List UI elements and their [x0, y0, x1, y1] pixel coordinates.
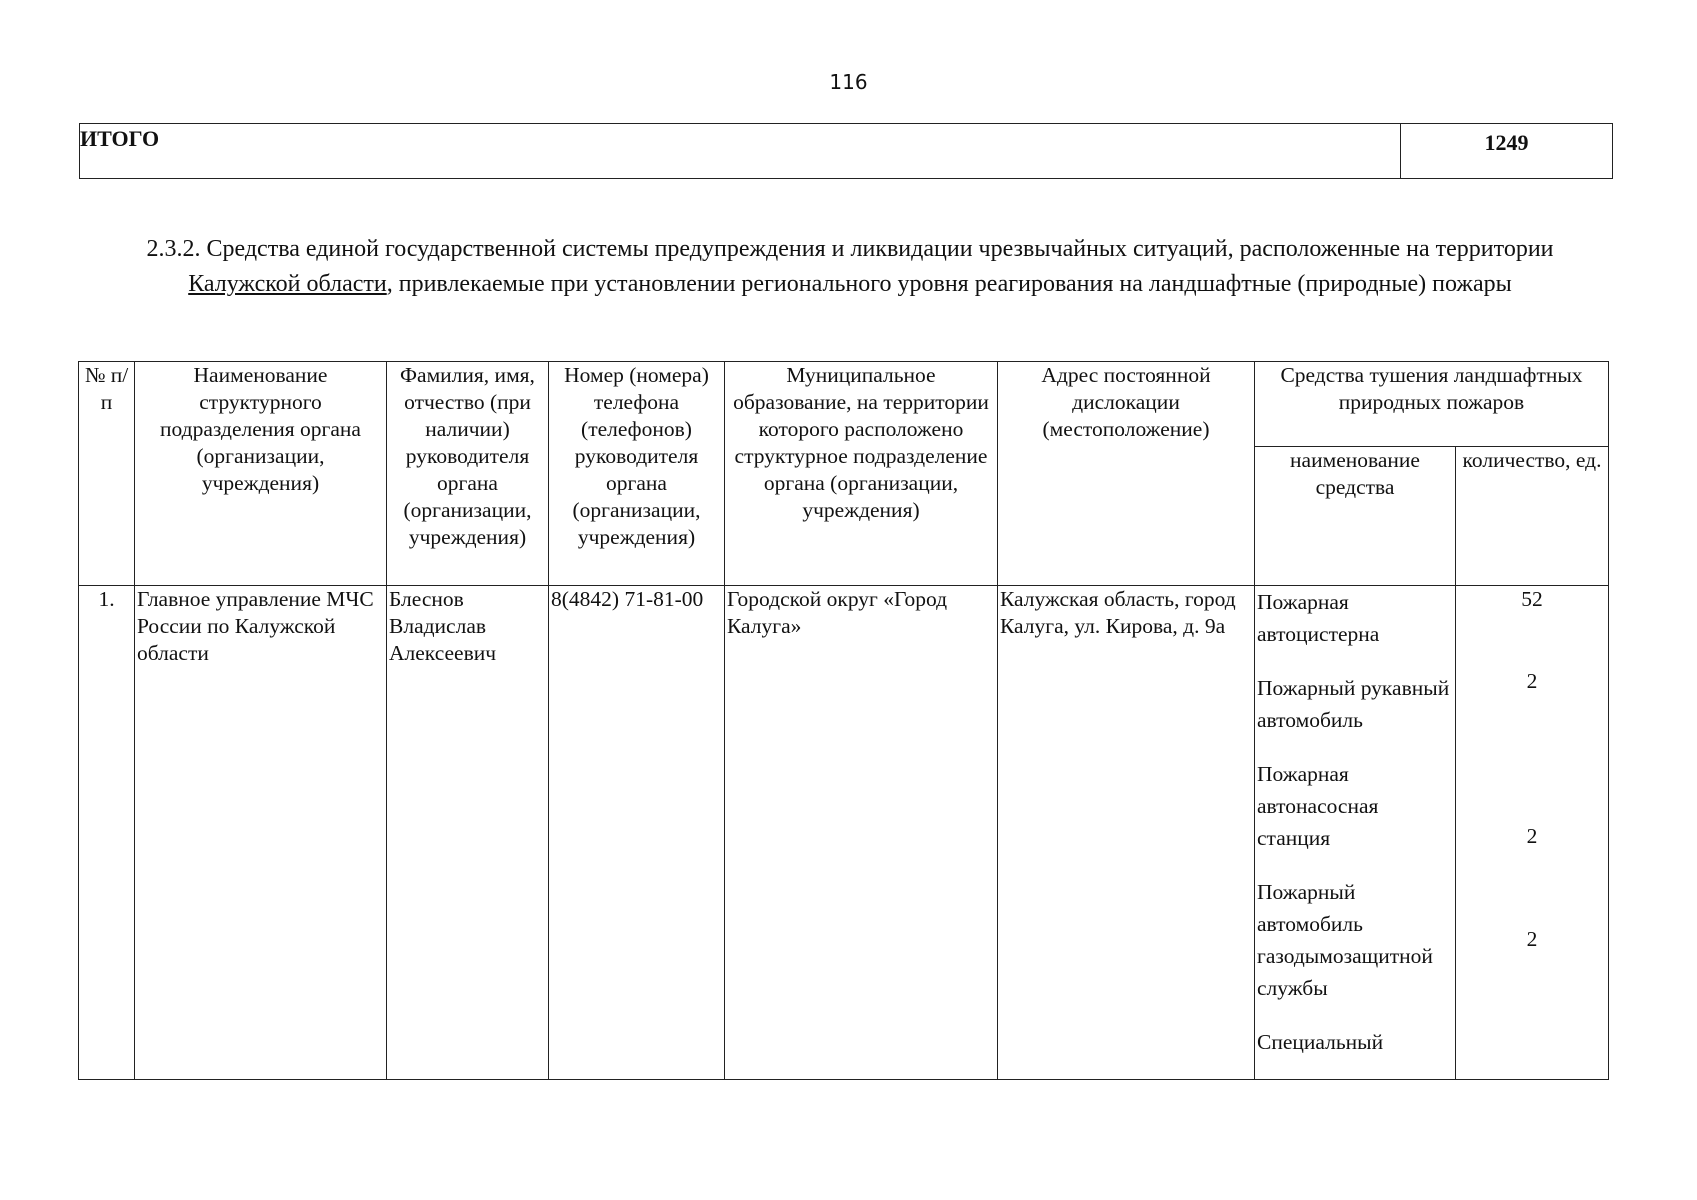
- means-qty: 2: [1526, 824, 1538, 848]
- header-means-qty: количество, ед.: [1456, 447, 1609, 586]
- header-address: Адрес постоянной дислокации (местоположение): [998, 362, 1255, 586]
- header-phone: Номер (номера) телефона (телефонов) руководителя органа (организации, учреждения): [549, 362, 725, 586]
- cell-phone: 8(4842) 71-81-00: [549, 586, 725, 1080]
- header-num: № п/п: [79, 362, 135, 586]
- cell-means-qty: [1456, 586, 1609, 1080]
- cell-num: 1.: [79, 586, 135, 1080]
- section-title-suffix: , привлекаемые при установлении регионального уровня реагирования на ландшафтные (природные) пожары: [386, 271, 1512, 297]
- resources-table: [78, 361, 1609, 1080]
- cell-means-names: [1255, 586, 1456, 1080]
- means-name: Пожарная автоцистерна: [1257, 590, 1380, 646]
- cell-municipality: Городской округ «Город Калуга»: [725, 586, 998, 1080]
- means-qty: 2: [1526, 669, 1538, 693]
- means-name: Пожарный рукавный автомобиль: [1257, 676, 1450, 732]
- section-title-region: Калужской области: [188, 271, 387, 297]
- means-name: Пожарный автомобиль газодымозащитной службы: [1257, 880, 1433, 1000]
- total-label: ИТОГО: [80, 126, 160, 151]
- means-name: Специальный: [1257, 1030, 1384, 1054]
- header-unit: Наименование структурного подразделения органа (организации, учреждения): [135, 362, 387, 586]
- section-title: [130, 232, 1570, 302]
- total-table: [79, 123, 1613, 179]
- total-value: 1249: [1400, 124, 1612, 178]
- cell-address: Калужская область, город Калуга, ул. Кирова, д. 9а: [998, 586, 1255, 1080]
- header-means-group: Средства тушения ландшафтных природных пожаров: [1255, 362, 1609, 447]
- table-row: [79, 586, 1609, 1080]
- header-means-name: наименование средства: [1255, 447, 1456, 586]
- page-number: 116: [829, 70, 868, 94]
- cell-head: Блеснов Владислав Алексеевич: [387, 586, 549, 1080]
- header-municipality: Муниципальное образование, на территории которого расположено структурное подразделение органа (организации, учреждения): [725, 362, 998, 586]
- means-name: Пожарная автонасосная станция: [1257, 762, 1379, 850]
- means-qty: 52: [1521, 587, 1543, 611]
- header-head: Фамилия, имя, отчество (при наличии) руководителя органа (организации, учреждения): [387, 362, 549, 586]
- cell-unit: Главное управление МЧС России по Калужской области: [135, 586, 387, 1080]
- section-title-prefix: 2.3.2. Средства единой государственной системы предупреждения и ликвидации чрезвычайных ситуаций, расположенные на территории: [146, 236, 1554, 262]
- means-qty: 2: [1526, 927, 1538, 951]
